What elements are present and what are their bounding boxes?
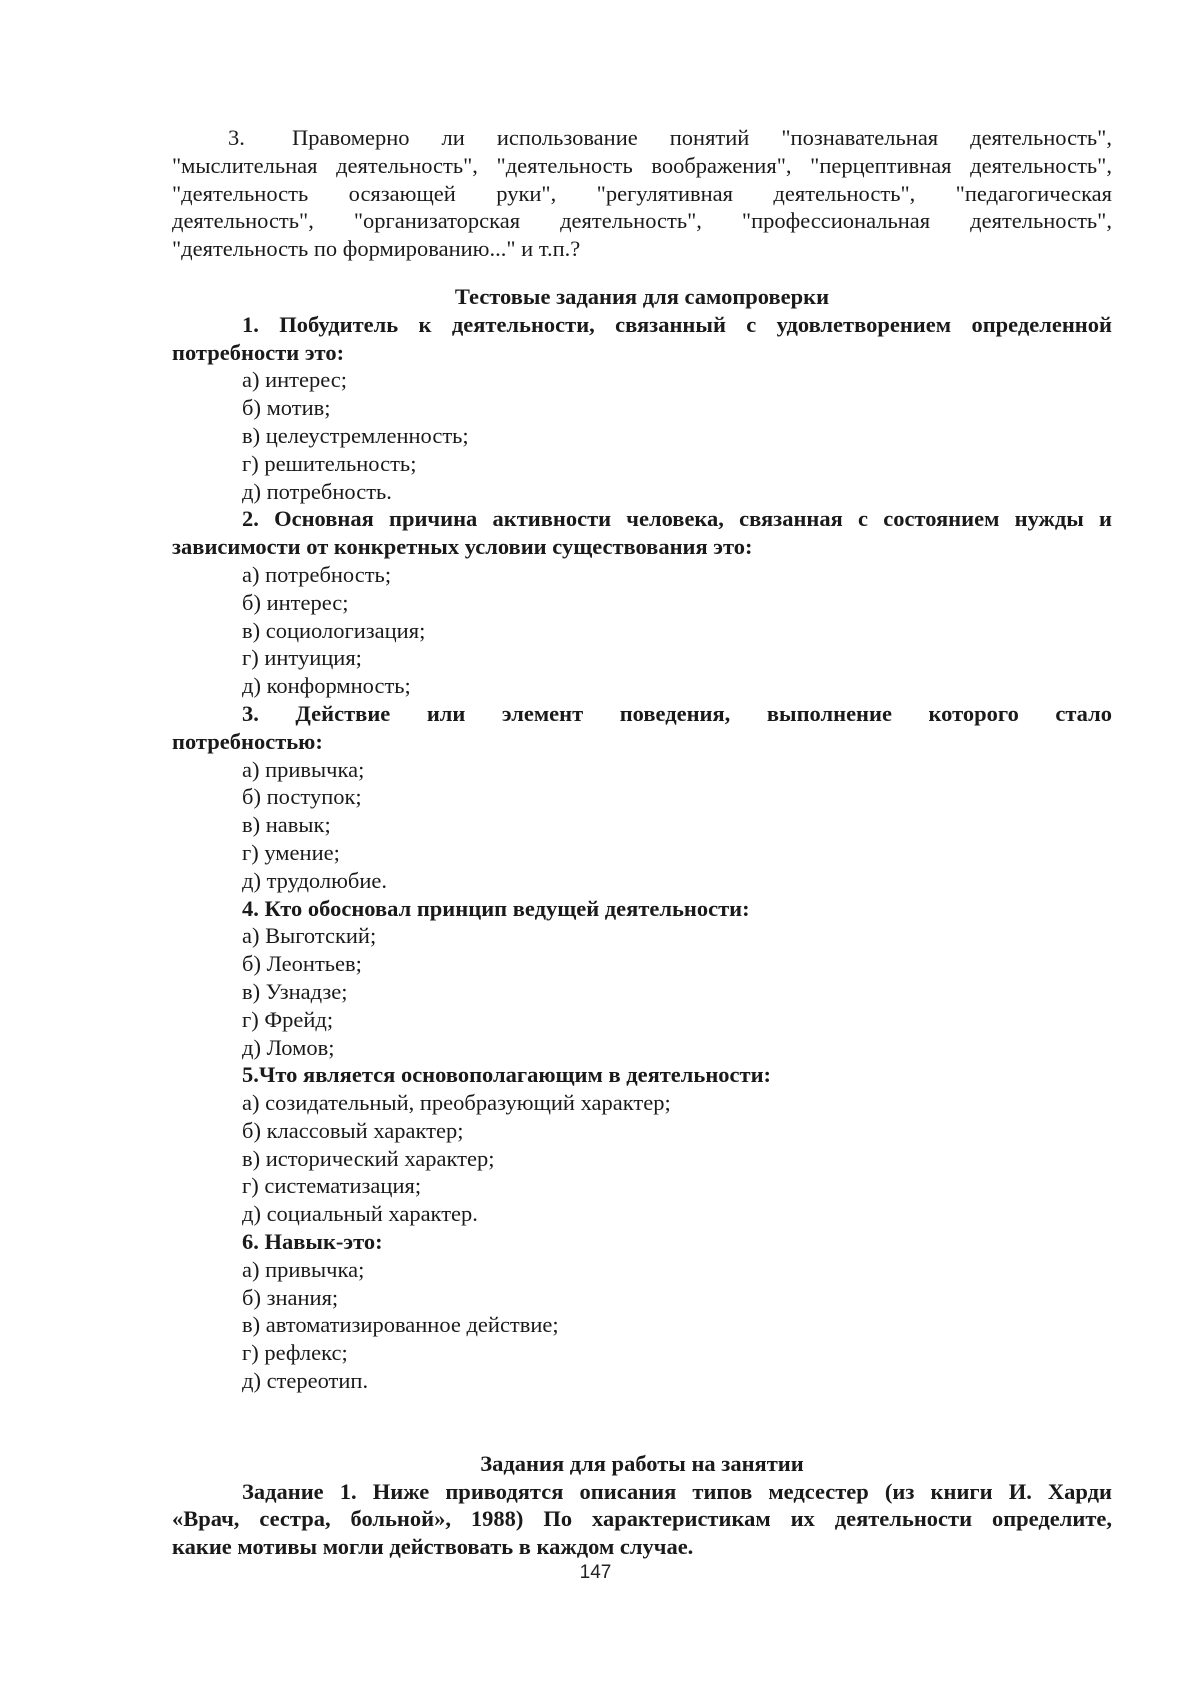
answer-option: г) решительность; (242, 450, 417, 476)
answer-option: б) знания; (242, 1284, 339, 1310)
task-text: какие мотивы могли действовать в каждом случае. (172, 1534, 694, 1560)
intro-line: 3. Правомерно ли использование понятий "познавательная деятельность", (172, 124, 1112, 152)
task-text: Задание 1. Ниже приводятся описания типов медсестер (из книги И. Харди (242, 1478, 1112, 1504)
intro-line: "деятельность по формированию..." и т.п.? (172, 236, 581, 262)
intro-question (172, 124, 1112, 263)
question-text: 2. Основная причина активности человека, связанная с состоянием нужды и (242, 506, 1112, 532)
question-text: 1. Побудитель к деятельности, связанный с удовлетворением определенной (242, 311, 1112, 337)
answer-option: д) трудолюбие. (242, 867, 387, 893)
question-text: 5.Что является основополагающим в деятельности: (242, 1062, 772, 1088)
section-spacer (172, 1395, 1112, 1450)
answer-option: б) интерес; (242, 589, 349, 615)
answer-option: г) рефлекс; (242, 1340, 348, 1366)
answer-option: г) систематизация; (242, 1173, 422, 1199)
answer-option: д) социальный характер. (242, 1201, 478, 1227)
question-text: 3. Действие или элемент поведения, выполнение которого стало (242, 700, 1112, 726)
question-text: зависимости от конкретных условии существования это: (172, 534, 753, 560)
task-1 (172, 1478, 1112, 1561)
work-section-title: Задания для работы на занятии (480, 1450, 804, 1476)
intro-number: 3. (228, 125, 245, 150)
answer-option: д) стереотип. (242, 1368, 369, 1394)
answer-option: б) мотив; (242, 395, 331, 421)
question-text: потребностью: (172, 728, 323, 754)
answer-option: б) Леонтьев; (242, 951, 362, 977)
answer-option: в) целеустремленность; (242, 422, 469, 448)
question-text: 4. Кто обосновал принцип ведущей деятельности: (242, 895, 750, 921)
intro-line: деятельность", "организаторская деятельность", "профессиональная деятельность", (172, 208, 1112, 234)
test-section-title: Тестовые задания для самопроверки (454, 283, 830, 309)
question-2 (172, 505, 1112, 700)
answer-option: а) привычка; (242, 756, 365, 782)
answer-option: а) Выготский; (242, 923, 377, 949)
answer-option: д) конформность; (242, 673, 411, 699)
intro-line: "мыслительная деятельность", "деятельность воображения", "перцептивная деятельность", (172, 152, 1112, 178)
answer-option: а) привычка; (242, 1256, 365, 1282)
question-1 (172, 311, 1112, 506)
answer-option: а) интерес; (242, 367, 348, 393)
answer-option: в) навык; (242, 812, 331, 838)
question-4 (172, 895, 1112, 1062)
answer-option: б) поступок; (242, 784, 362, 810)
document-page (172, 124, 1112, 1561)
question-text: потребности это: (172, 339, 345, 365)
answer-option: б) классовый характер; (242, 1117, 464, 1143)
answer-option: а) созидательный, преобразующий характер; (242, 1090, 671, 1116)
answer-option: д) потребность. (242, 478, 392, 504)
task-text: «Врач, сестра, больной», 1988) По характеристикам их деятельности определите, (172, 1506, 1112, 1532)
question-6 (172, 1228, 1112, 1395)
page-number: 147 (579, 1562, 612, 1583)
answer-option: в) Узнадзе; (242, 978, 348, 1004)
answer-option: в) социологизация; (242, 617, 426, 643)
answer-option: в) автоматизированное действие; (242, 1312, 559, 1338)
intro-line: "деятельность осязающей руки", "регулятивная деятельность", "педагогическая (172, 180, 1112, 206)
answer-option: д) Ломов; (242, 1034, 335, 1060)
answer-option: г) Фрейд; (242, 1006, 334, 1032)
answer-option: г) интуиция; (242, 645, 362, 671)
answer-option: в) исторический характер; (242, 1145, 495, 1171)
question-3 (172, 700, 1112, 895)
question-5 (172, 1061, 1112, 1228)
answer-option: г) умение; (242, 839, 340, 865)
question-text: 6. Навык-это: (242, 1229, 383, 1255)
answer-option: а) потребность; (242, 561, 392, 587)
